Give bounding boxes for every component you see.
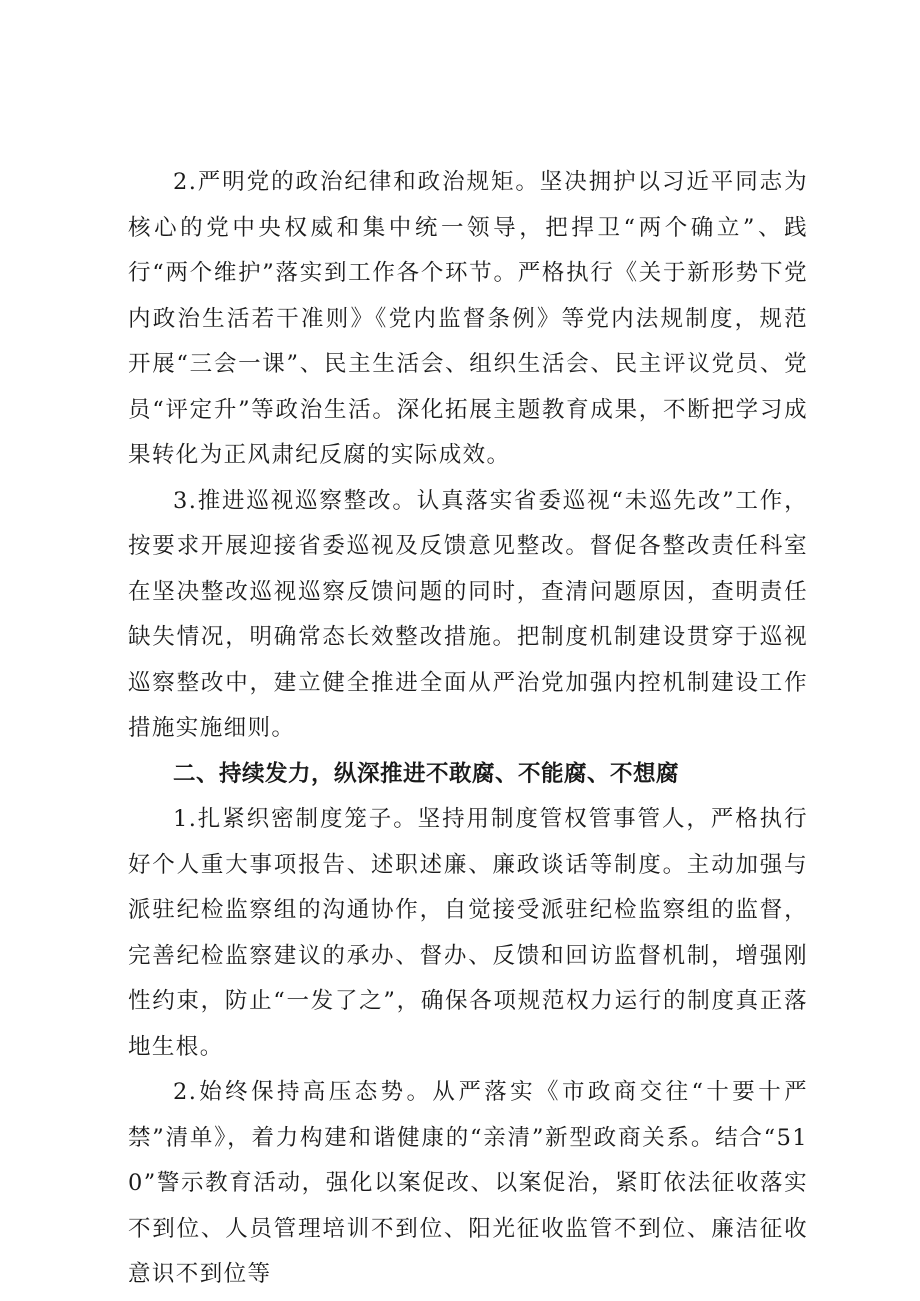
document-body bbox=[128, 160, 808, 1298]
paragraph-high-pressure: 2.始终保持高压态势。从严落实《市政商交往“十要十严禁”清单》，着力构建和谐健康的“亲清”新型政商关系。结合“510”警示教育活动，强化以案促改、以案促治，紧盯依法征收落实不到位、人员管理培训不到位、阳光征收监管不到位、廉洁征收意识不到位等 bbox=[128, 1079, 808, 1287]
paragraph-inspection-rectification: 3.推进巡视巡察整改。认真落实省委巡视“未巡先改”工作，按要求开展迎接省委巡视及反馈意见整改。督促各整改责任科室在坚决整改巡视巡察反馈问题的同时，查清问题原因，查明责任缺失情况，明确常态长效整改措施。把制度机制建设贯穿于巡视巡察整改中，建立健全推进全面从严治党加强内控机制建设工作措施实施细则。 bbox=[128, 487, 808, 741]
section-heading-two: 二、持续发力，纵深推进不敢腐、不能腐、不想腐 bbox=[173, 760, 680, 787]
paragraph-institutional-cage: 1.扎紧织密制度笼子。坚持用制度管权管事管人，严格执行好个人重大事项报告、述职述廉、廉政谈话等制度。主动加强与派驻纪检监察组的沟通协作，自觉接受派驻纪检监察组的监督，完善纪检监察建议的承办、督办、反馈和回访监督机制，增强刚性约束，防止“一发了之”，确保各项规范权力运行的制度真正落地生根。 bbox=[128, 806, 808, 1060]
paragraph-political-discipline: 2.严明党的政治纪律和政治规矩。坚决拥护以习近平同志为核心的党中央权威和集中统一领导，把捍卫“两个确立”、践行“两个维护”落实到工作各个环节。严格执行《关于新形势下党内政治生活若干准则》《党内监督条例》等党内法规制度，规范开展“三会一课”、民主生活会、组织生活会、民主评议党员、党员“评定升”等政治生活。深化拓展主题教育成果，不断把学习成果转化为正风肃纪反腐的实际成效。 bbox=[128, 169, 808, 468]
